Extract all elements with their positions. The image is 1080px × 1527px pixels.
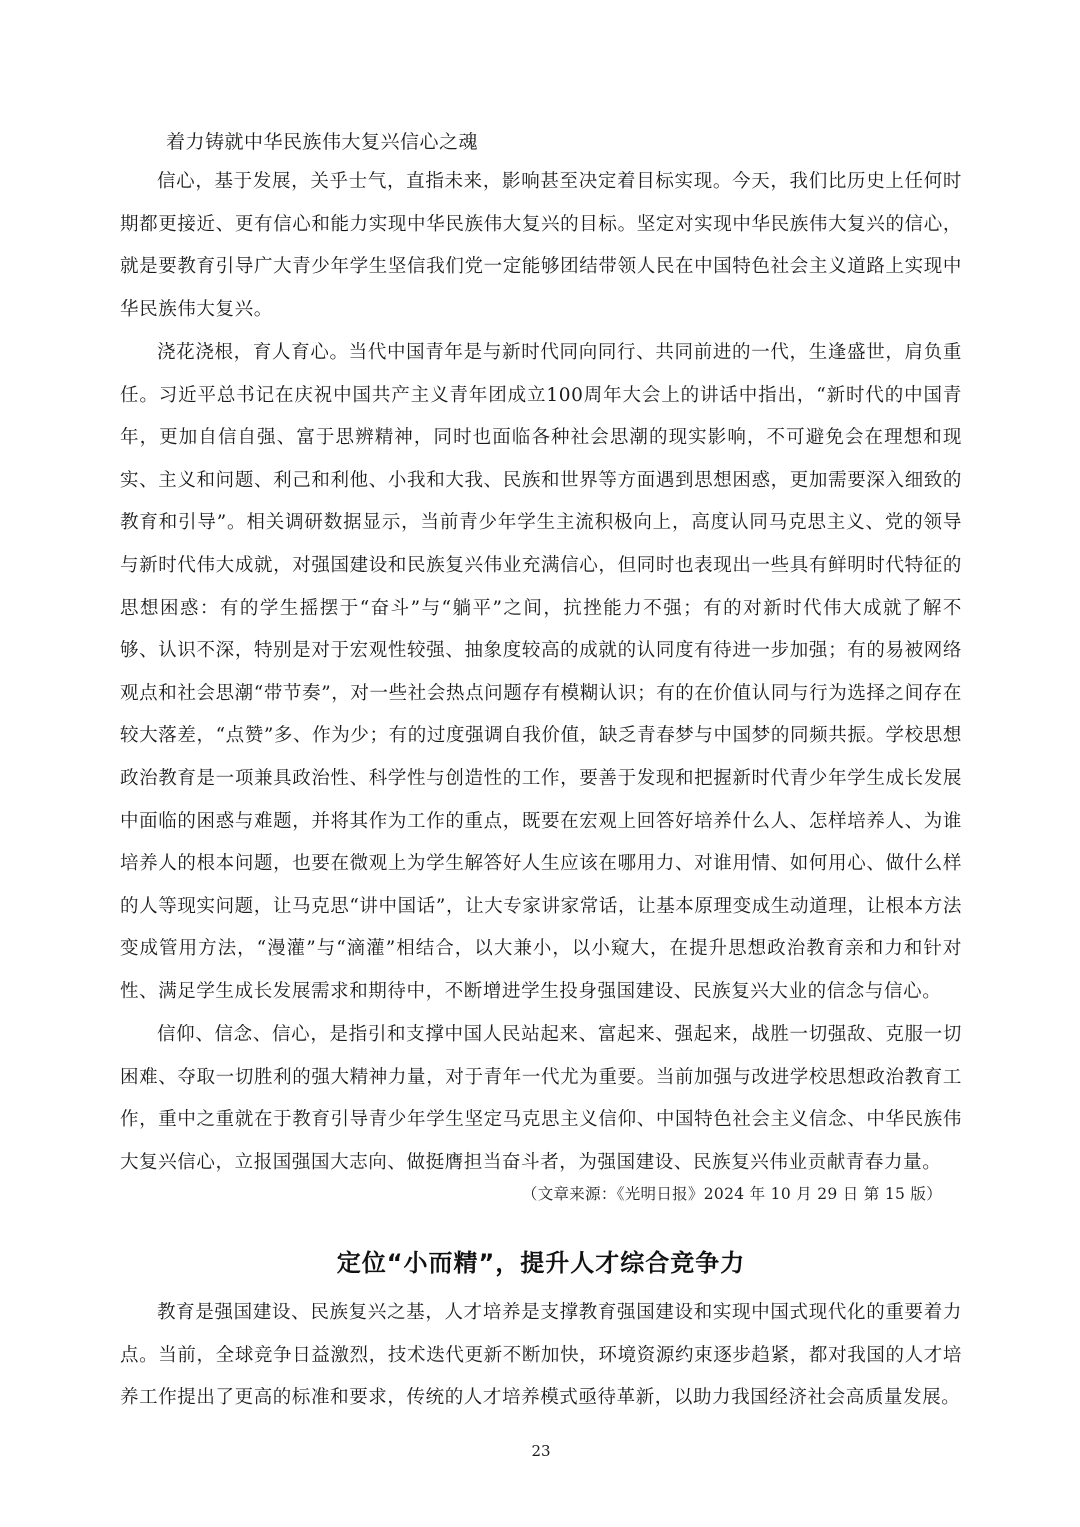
document-page [120, 0, 962, 1527]
article-source-note: （文章来源：《光明日报》2024 年 10 月 29 日 第 15 版） [521, 1185, 942, 1203]
page-number: 23 [531, 1442, 551, 1460]
article-intro-paragraph: 教育是强国建设、民族复兴之基，人才培养是支撑教育强国建设和实现中国式现代化的重要着力点。当前，全球竞争日益激烈，技术迭代更新不断加快，环境资源约束逐步趋紧，都对我国的人才培养工作提出了更高的标准和要求，传统的人才培养模式亟待革新，以助力我国经济社会高质量发展。 [120, 1302, 962, 1409]
article-title: 定位“小而精”，提升人才综合竞争力 [336, 1249, 746, 1277]
section-subheading: 着力铸就中华民族伟大复兴信心之魂 [166, 131, 479, 153]
body-paragraph: 信心，基于发展，关乎士气，直指未来，影响甚至决定着目标实现。今天，我们比历史上任何时期都更接近、更有信心和能力实现中华民族伟大复兴的目标。坚定对实现中华民族伟大复兴的信心，就是要教育引导广大青少年学生坚信我们党一定能够团结带领人民在中国特色社会主义道路上实现中华民族伟大复兴。 [120, 171, 962, 320]
body-paragraph: 浇花浇根，育人育心。当代中国青年是与新时代同向同行、共同前进的一代，生逢盛世，肩负重任。习近平总书记在庆祝中国共产主义青年团成立100周年大会上的讲话中指出，“新时代的中国青年，更加自信自强、富于思辨精神，同时也面临各种社会思潮的现实影响，不可避免会在理想和现实、主义和问题、利己和利他、小我和大我、民族和世界等方面遇到思想困惑，更加需要深入细致的教育和引导”。相关调研数据显示，当前青少年学生主流积极向上，高度认同马克思主义、党的领导与新时代伟大成就，对强国建设和民族复兴伟业充满信心，但同时也表现出一些具有鲜明时代特征的思想困惑：有的学生摇摆于“奋斗”与“躺平”之间，抗挫能力不强；有的对新时代伟大成就了解不够、认识不深，特别是对于宏观性较强、抽象度较高的成就的认同度有待进一步加强；有的易被网络观点和社会思潮“带节奏”，对一些社会热点问题存有模糊认识；有的在价值认同与行为选择之间存在较大落差，“点赞”多、作为少；有的过度强调自我价值，缺乏青春梦与中国梦的同频共振。学校思想政治教育是一项兼具政治性、科学性与创造性的工作，要善于发现和把握新时代青少年学生成长发展中面临的困惑与难题，并将其作为工作的重点，既要在宏观上回答好培养什么人、怎样培养人、为谁培养人的根本问题，也要在微观上为学生解答好人生应该在哪用力、对谁用情、如何用心、做什么样的人等现实问题，让马克思“讲中国话”，让大专家讲家常话，让基本原理变成生动道理，让根本方法变成管用方法，“漫灌”与“滴灌”相结合，以大兼小，以小窥大，在提升思想政治教育亲和力和针对性、满足学生成长发展需求和期待中，不断增进学生投身强国建设、民族复兴大业的信念与信心。 [120, 342, 962, 1002]
body-paragraph: 信仰、信念、信心，是指引和支撑中国人民站起来、富起来、强起来，战胜一切强敌、克服一切困难、夺取一切胜利的强大精神力量，对于青年一代尤为重要。当前加强与改进学校思想政治教育工作，重中之重就在于教育引导青少年学生坚定马克思主义信仰、中国特色社会主义信念、中华民族伟大复兴信心，立报国强国大志向、做挺膺担当奋斗者，为强国建设、民族复兴伟业贡献青春力量。 [120, 1024, 962, 1173]
